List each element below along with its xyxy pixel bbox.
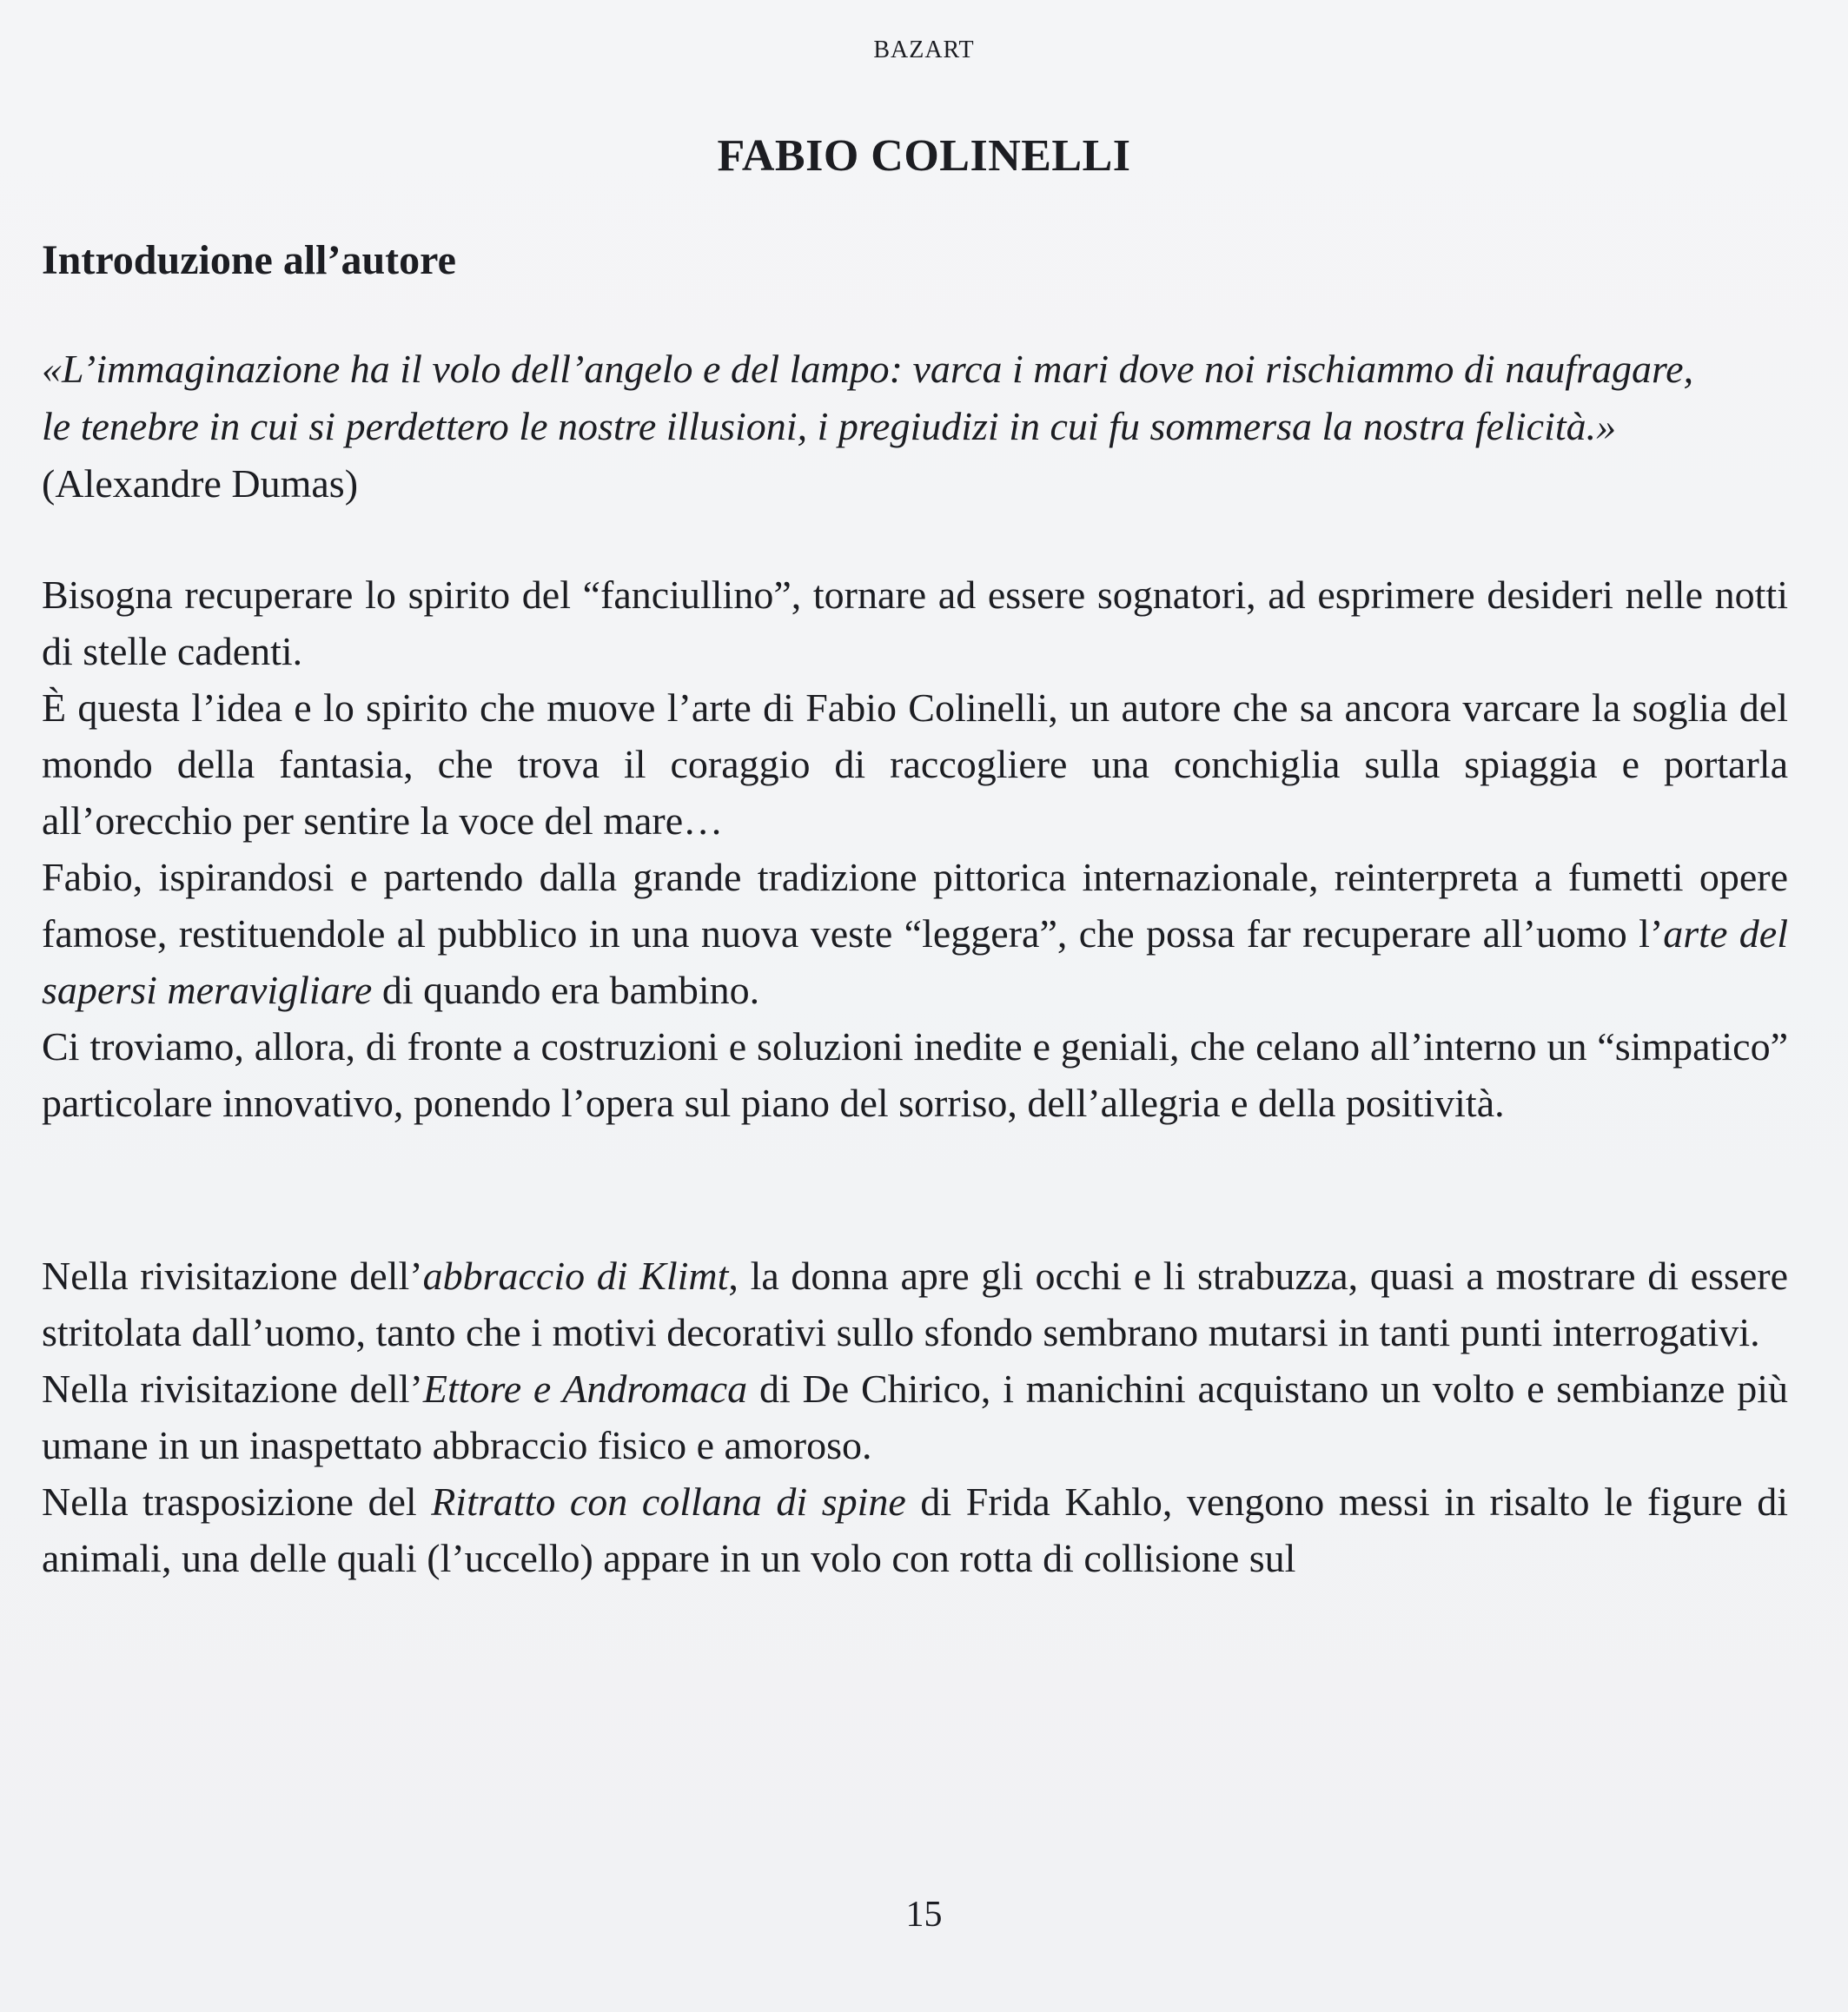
italic-phrase: arte del sapersi meravigliare <box>42 911 1788 1012</box>
artwork-title: abbraccio di Klimt <box>422 1254 729 1298</box>
paragraph-text: Fabio, ispirandosi e partendo dalla grande tradizione pittorica internazionale, reinterpreta a fumetti opere famose, restituendole al pubblico in una nuova veste “leggera”, che possa far recuperare all’uomo l’ <box>42 855 1788 956</box>
paragraph-text: Nella rivisitazione dell’ <box>42 1254 423 1298</box>
paragraph <box>42 849 1788 1018</box>
epigraph-quote <box>42 341 1788 513</box>
quote-line: le tenebre in cui si perdettero le nostre illusioni, i pregiudizi in cui fu sommersa la nostra felicità.» <box>42 404 1617 448</box>
body-section-works <box>42 1248 1788 1586</box>
paragraph-text: di De Chirico, i manichini acquistano un volto e sembianze più umane in un inaspettato abbraccio fisico e amoroso. <box>42 1367 1788 1467</box>
paragraph-text: Nella trasposizione del <box>42 1479 432 1524</box>
author-name-heading: FABIO COLINELLI <box>717 131 1131 181</box>
quote-attribution: (Alexandre Dumas) <box>42 461 359 506</box>
paragraph: Bisogna recuperare lo spirito del “fanciullino”, tornare ad essere sognatori, ad esprimere desideri nelle notti di stelle cadenti. <box>42 572 1788 673</box>
paragraph-text: Nella rivisitazione dell’ <box>42 1367 423 1411</box>
section-title: Introduzione all’autore <box>42 237 456 283</box>
artwork-title: Ettore e Andromaca <box>422 1367 748 1411</box>
paragraph <box>42 1248 1788 1360</box>
body-section-intro <box>42 566 1788 1131</box>
paragraph-text: di Frida Kahlo, vengono messi in risalto le figure di animali, una delle quali (l’uccello) appare in un volo con rotta di collisione sul <box>42 1479 1788 1580</box>
paragraph: Ci troviamo, allora, di fronte a costruzioni e soluzioni inedite e geniali, che celano all’interno un “simpatico” particolare innovativo, ponendo l’opera sul piano del sorriso, dell’allegria e della positività. <box>42 1024 1788 1125</box>
paragraph <box>42 1473 1788 1586</box>
paragraph <box>42 1360 1788 1473</box>
quote-line: «L’immaginazione ha il volo dell’angelo e del lampo: varca i mari dove noi rischiammo di naufragare, <box>42 347 1694 391</box>
paragraph: È questa l’idea e lo spirito che muove l’arte di Fabio Colinelli, un autore che sa ancora varcare la soglia del mondo della fantasia, che trova il coraggio di raccogliere una conchiglia sulla spiaggia e portarla all’orecchio per sentire la voce del mare… <box>42 685 1788 843</box>
paragraph-text: , la donna apre gli occhi e li strabuzza, quasi a mostrare di essere stritolata dall’uomo, tanto che i motivi decorativi sullo sfondo sembrano mutarsi in tanti punti interrogativi. <box>42 1254 1788 1354</box>
page-number: 15 <box>905 1895 943 1935</box>
running-head: BAZART <box>873 36 975 63</box>
artwork-title: Ritratto con collana di spine <box>431 1479 906 1524</box>
paragraph-text: di quando era bambino. <box>372 968 760 1012</box>
